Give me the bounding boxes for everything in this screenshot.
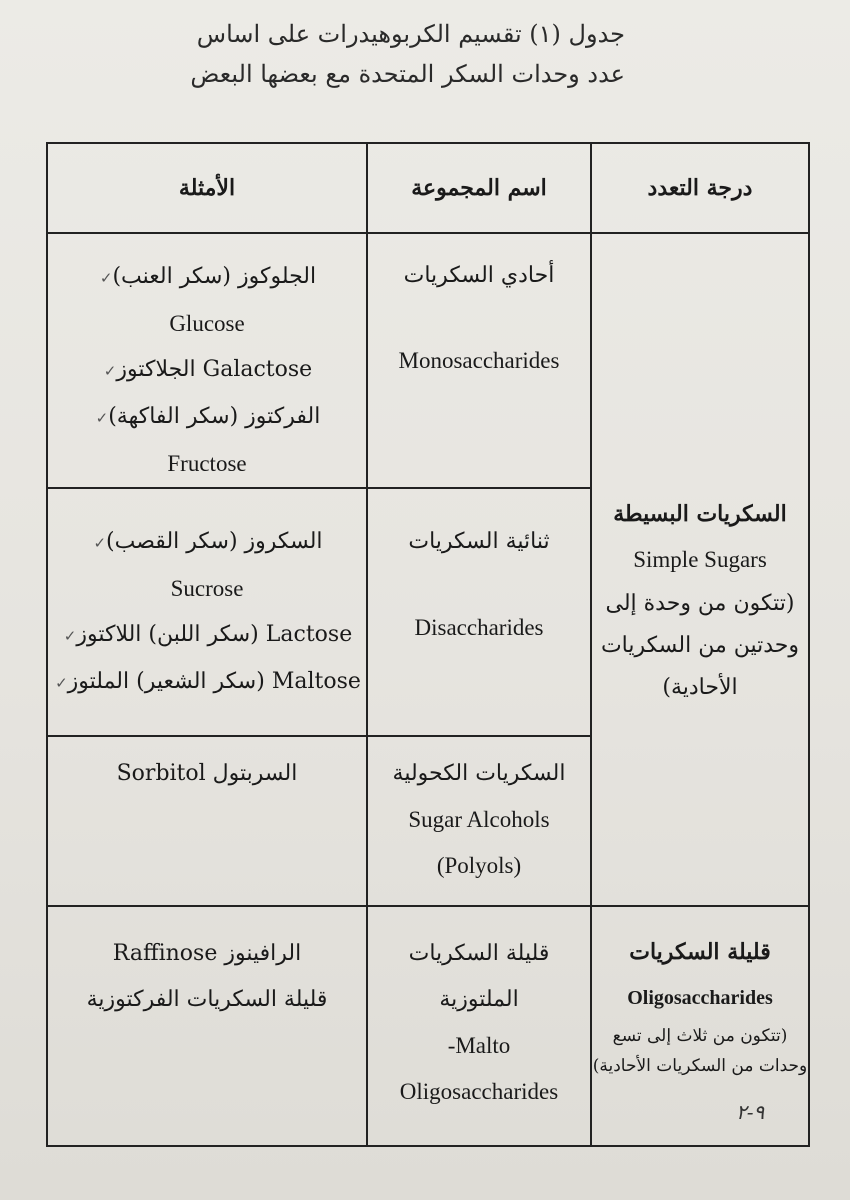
cell-malto-group [367,906,591,1146]
mono-example-5: Fructose [167,451,247,476]
oligo-desc-2: وحدات من السكريات الأحادية) [592,1056,808,1076]
simple-sugars-title-en: Simple Sugars [633,546,767,572]
cell-di-group [367,488,591,736]
malto-group-ar: قليلة السكريات [408,941,550,966]
di-example-2: Sucrose [170,576,244,601]
check-mark-icon: ✓ [103,362,117,380]
cell-di-examples [47,488,367,736]
mono-example-2: Glucose [169,311,245,336]
cell-mono-group [367,233,591,488]
malto-group-ar2: الملتوزية [439,987,519,1012]
check-mark-icon: ✓ [99,269,113,287]
simple-sugars-title-ar: السكريات البسيطة [613,500,787,527]
carbohydrate-classification-table [46,142,810,1147]
malto-example-2: قليلة السكريات الفركتوزية [86,987,328,1012]
simple-sugars-desc-2: وحدتين من السكريات [600,632,800,658]
alcohols-example-1: السربتول Sorbitol [116,761,298,786]
malto-group-en: Malto- [447,1033,511,1058]
header-row [47,143,809,233]
mono-example-1: الجلوكوز (سكر العنب)✓ [99,264,317,289]
cell-oligosaccharides [591,906,809,1146]
di-example-4: Maltose (سكر الشعير) الملتوز✓ [55,669,361,694]
mono-group-en: Monosaccharides [398,348,560,373]
mono-example-4: الفركتوز (سكر الفاكهة)✓ [95,404,321,429]
table-row-oligosaccharides [47,906,809,1146]
cell-mono-examples [47,233,367,488]
cell-simple-sugars [591,233,809,906]
alcohols-group-en2: (Polyols) [436,853,522,878]
simple-sugars-desc-1: (تتكون من وحدة إلى [605,590,795,616]
table-row-monosaccharides [47,233,809,488]
header-examples: الأمثلة [47,143,367,233]
alcohols-group-en: Sugar Alcohols [408,807,550,832]
check-mark-icon: ✓ [95,409,109,427]
handwritten-note: ٩-٢ [736,1100,765,1124]
oligo-title-ar: قليلة السكريات [629,939,771,965]
di-group-en: Disaccharides [414,615,544,640]
di-group-ar: ثنائية السكريات [408,529,550,554]
mono-example-3: Galactose الجلاكتوز✓ [103,357,313,382]
check-mark-icon: ✓ [55,674,68,692]
caption-line-1: جدول (١) تقسيم الكربوهيدرات على اساس [196,20,625,48]
malto-example-1: الرافينوز Raffinose [112,941,302,966]
di-example-3: Lactose (سكر اللبن) اللاكتوز✓ [63,622,353,647]
simple-sugars-desc-3: الأحادية) [662,674,738,700]
header-degree: درجة التعدد [591,143,809,233]
check-mark-icon: ✓ [93,534,107,552]
di-example-1: السكروز (سكر القصب)✓ [93,529,323,554]
cell-malto-examples [47,906,367,1146]
check-mark-icon: ✓ [63,627,77,645]
table-caption [190,14,625,94]
cell-alcohols-group [367,736,591,906]
caption-line-2: عدد وحدات السكر المتحدة مع بعضها البعض [190,60,625,88]
header-group: اسم المجموعة [367,143,591,233]
oligo-desc-1: (تتكون من ثلاث إلى تسع [612,1026,788,1046]
alcohols-group-ar: السكريات الكحولية [392,761,566,786]
cell-alcohols-examples [47,736,367,906]
mono-group-ar: أحادي السكريات [403,263,555,288]
malto-group-en2: Oligosaccharides [399,1079,559,1104]
oligo-title-en: Oligosaccharides [627,987,773,1009]
